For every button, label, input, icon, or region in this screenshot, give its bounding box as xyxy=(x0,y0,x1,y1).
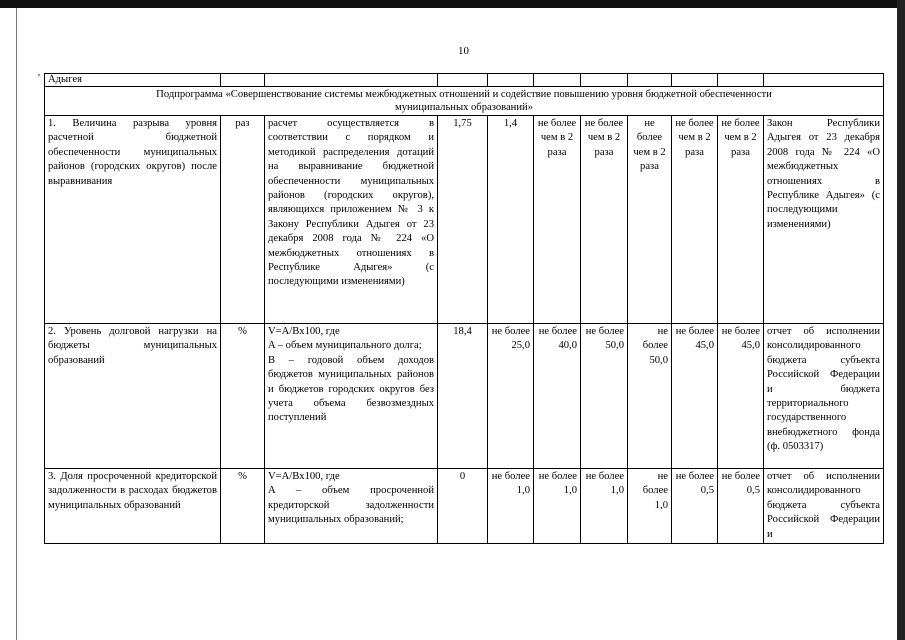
value-cell: не более 50,0 xyxy=(628,324,672,469)
value-cell: не более чем в 2 раза xyxy=(672,116,718,324)
source-cell: отчет об исполнении консолидированного бюджета субъекта Российской Федерации и xyxy=(764,469,884,544)
value-cell: 18,4 xyxy=(438,324,488,469)
unit-cell: % xyxy=(221,469,265,544)
table-row xyxy=(45,116,884,324)
table-row xyxy=(45,469,884,544)
value-cell: не более 50,0 xyxy=(581,324,628,469)
margin-mark: ' xyxy=(38,72,40,84)
value-cell: не более чем в 2 раза xyxy=(628,116,672,324)
source-cell: отчет об исполнении консолидированного бюджета субъекта Российской Федерации и бюджета территориального государственного внебюджетного фонда (ф. 0503317) xyxy=(764,324,884,469)
unit-cell: раз xyxy=(221,116,265,324)
value-cell: 1,75 xyxy=(438,116,488,324)
value-cell: не более чем в 2 раза xyxy=(581,116,628,324)
source-cell: Закон Республики Адыгея от 23 декабря 2008 года № 224 «О межбюджетных отношениях в Республике Адыгея» (с последующими изменениями) xyxy=(764,116,884,324)
indicators-table xyxy=(44,73,884,544)
value-cell: не более чем в 2 раза xyxy=(534,116,581,324)
scan-top-border xyxy=(0,0,905,8)
value-cell: не более 0,5 xyxy=(718,469,764,544)
value-cell: не более 1,0 xyxy=(581,469,628,544)
value-cell: не более 1,0 xyxy=(534,469,581,544)
value-cell: не более чем в 2 раза xyxy=(718,116,764,324)
value-cell: 1,4 xyxy=(488,116,534,324)
scan-left-edge xyxy=(16,8,17,640)
page-number: 10 xyxy=(458,45,469,57)
table-row xyxy=(45,324,884,469)
scan-right-border xyxy=(897,0,905,640)
method-cell: расчет осуществляется в соответствии с порядком и методикой распределения дотаций на выравнивание бюджетной обеспеченности муниципальных районов (городских округов), являющихся приложением № 3 к Закону Республики Адыгея от 23 декабря 2008 года № 224 «О межбюджетных отношениях в Республике Адыгея» (с последующими изменениями) xyxy=(265,116,438,324)
subprogram-row xyxy=(45,87,884,116)
value-cell: не более 25,0 xyxy=(488,324,534,469)
region-row xyxy=(45,74,884,87)
value-cell: не более 40,0 xyxy=(534,324,581,469)
value-cell: не более 1,0 xyxy=(628,469,672,544)
method-cell: V=A/Bx100, где A – объем муниципального долга; B – годовой объем доходов бюджетов муниципальных районов и бюджетов городских округов без учета объема безвозмездных поступлений xyxy=(265,324,438,469)
indicator-name: 3. Доля просроченной кредиторской задолженности в расходах бюджетов муниципальных образований xyxy=(45,469,221,544)
indicator-name: 1. Величина разрыва уровня расчетной бюджетной обеспеченности муниципальных районов (городских округов) после выравнивания xyxy=(45,116,221,324)
method-cell: V=A/Bx100, где A – объем просроченной кредиторской задолженности муниципальных образований; xyxy=(265,469,438,544)
value-cell: не более 1,0 xyxy=(488,469,534,544)
value-cell: не более 0,5 xyxy=(672,469,718,544)
unit-cell: % xyxy=(221,324,265,469)
indicator-name: 2. Уровень долговой нагрузки на бюджеты муниципальных образований xyxy=(45,324,221,469)
value-cell: 0 xyxy=(438,469,488,544)
value-cell: не более 45,0 xyxy=(672,324,718,469)
region-name: Адыгея xyxy=(45,74,221,87)
subprogram-title: Подпрограмма «Совершенствование системы межбюджетных отношений и содействие повышению уровня бюджетной обеспеченности муниципальных образований» xyxy=(45,87,884,116)
value-cell: не более 45,0 xyxy=(718,324,764,469)
